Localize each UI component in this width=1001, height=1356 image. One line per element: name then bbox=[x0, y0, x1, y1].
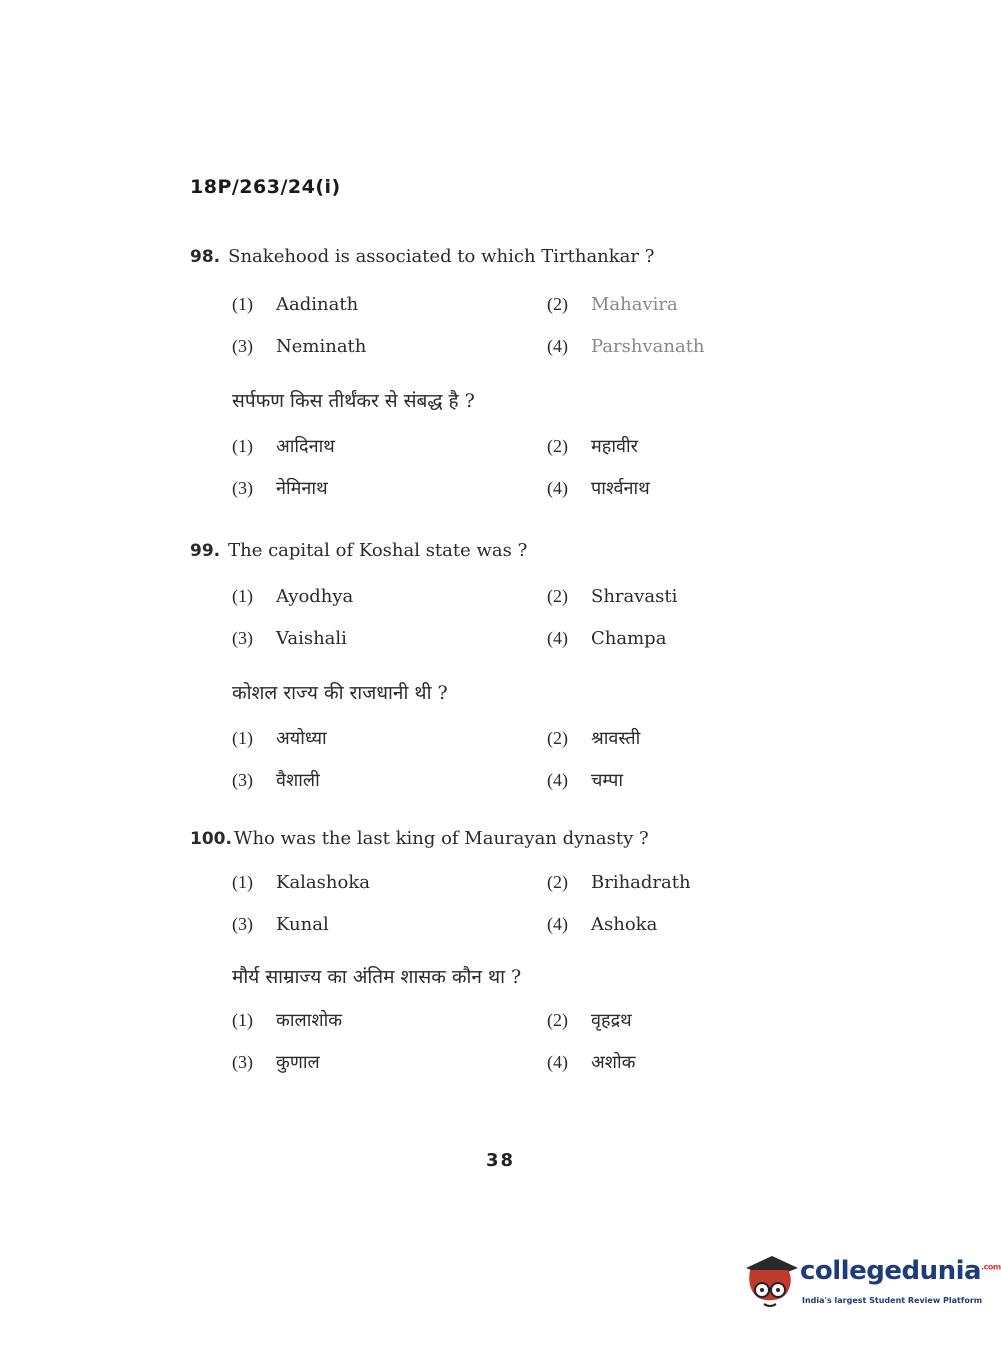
option-4: (4) Parshvanath bbox=[547, 336, 705, 357]
question-text-hi: सर्पफण किस तीर्थंकर से संबद्ध है ? bbox=[232, 390, 475, 412]
brand-tagline: India's largest Student Review Platform bbox=[802, 1296, 983, 1305]
question-text: Snakehood is associated to which Tirthankar ? bbox=[228, 246, 655, 267]
option-2: (2) Shravasti bbox=[547, 586, 678, 607]
option-1: (1) कालाशोक bbox=[232, 1010, 343, 1031]
question-text: Who was the last king of Maurayan dynasty ? bbox=[233, 828, 649, 849]
question-number: 98. bbox=[190, 247, 221, 267]
options-hi bbox=[232, 425, 752, 509]
option-2: (2) Mahavira bbox=[547, 294, 678, 315]
question-number: 100. bbox=[190, 829, 232, 849]
option-3: (3) Vaishali bbox=[232, 628, 347, 649]
question-text-en bbox=[190, 828, 750, 849]
option-3: (3) कुणाल bbox=[232, 1052, 320, 1073]
option-2: (2) श्रावस्ती bbox=[547, 728, 641, 749]
option-4: (4) Champa bbox=[547, 628, 667, 649]
option-3: (3) Neminath bbox=[232, 336, 367, 357]
option-2: (2) Brihadrath bbox=[547, 872, 691, 893]
options-hi bbox=[232, 717, 752, 801]
options-en bbox=[232, 575, 752, 659]
collegedunia-logo bbox=[742, 1252, 1001, 1314]
question-100 bbox=[190, 828, 750, 1083]
option-1: (1) Ayodhya bbox=[232, 586, 354, 607]
options-en bbox=[232, 283, 752, 367]
option-4: (4) अशोक bbox=[547, 1052, 636, 1073]
question-text-hi: कोशल राज्य की राजधानी थी ? bbox=[232, 682, 448, 704]
option-1: (1) Aadinath bbox=[232, 294, 359, 315]
option-3: (3) Kunal bbox=[232, 914, 329, 935]
brand-name: collegedunia$^{.com}$ bbox=[800, 1256, 1001, 1286]
question-text: The capital of Koshal state was ? bbox=[228, 540, 528, 561]
option-2: (2) वृहद्रथ bbox=[547, 1010, 632, 1031]
option-1: (1) अयोध्या bbox=[232, 728, 327, 749]
option-4: (4) चम्पा bbox=[547, 770, 624, 791]
options-hi bbox=[232, 999, 752, 1083]
option-4: (4) Ashoka bbox=[547, 914, 658, 935]
option-4: (4) पार्श्वनाथ bbox=[547, 478, 650, 499]
page-number: 38 bbox=[485, 1150, 516, 1171]
option-3: (3) वैशाली bbox=[232, 770, 320, 791]
option-3: (3) नेमिनाथ bbox=[232, 478, 328, 499]
option-1: (1) Kalashoka bbox=[232, 872, 370, 893]
options-en bbox=[232, 861, 752, 945]
question-text-en bbox=[190, 246, 750, 267]
option-1: (1) आदिनाथ bbox=[232, 436, 335, 457]
question-99 bbox=[190, 540, 750, 801]
option-2: (2) महावीर bbox=[547, 436, 639, 457]
question-text-hi: मौर्य साम्राज्य का अंतिम शासक कौन था ? bbox=[232, 966, 522, 988]
question-98 bbox=[190, 246, 750, 509]
mascot-icon bbox=[742, 1252, 798, 1314]
question-text-en bbox=[190, 540, 750, 561]
paper-code: 18P/263/24(i) bbox=[190, 176, 341, 198]
question-number: 99. bbox=[190, 541, 221, 561]
